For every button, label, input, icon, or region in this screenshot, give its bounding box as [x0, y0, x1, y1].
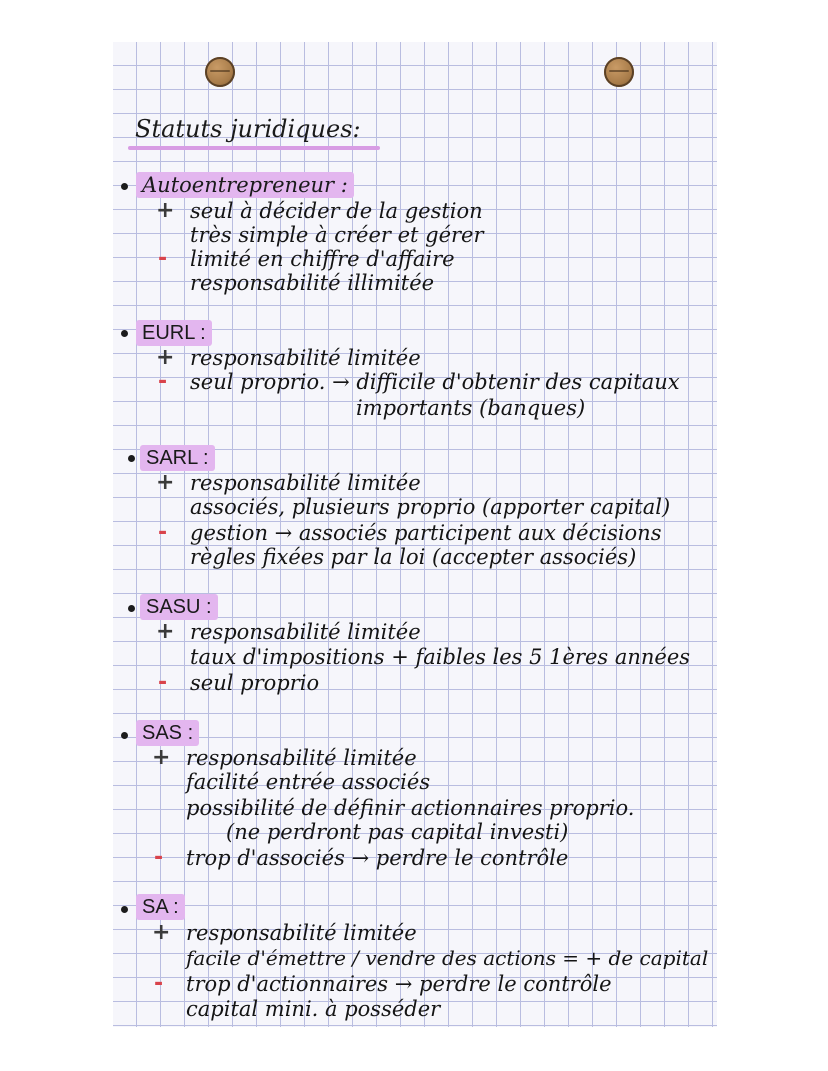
note-line: possibilité de définir actionnaires proprio. [186, 796, 635, 820]
plus-sign: + [156, 470, 175, 495]
section-bullet [121, 183, 128, 190]
minus-sign: - [154, 971, 164, 996]
note-line: responsabilité illimitée [190, 271, 435, 295]
section-heading-autoentrepreneur: Autoentrepreneur : [136, 172, 354, 198]
minus-sign: - [154, 845, 164, 870]
plus-sign: + [152, 920, 171, 945]
note-line: capital mini. à posséder [186, 997, 441, 1021]
note-line: gestion → associés participent aux décisions [190, 521, 662, 545]
minus-sign: - [158, 670, 168, 695]
section-bullet [128, 605, 135, 612]
note-line: responsabilité limitée [186, 921, 417, 945]
plus-sign: + [156, 345, 175, 370]
note-line: importants (banques) [356, 396, 586, 420]
binder-hole-left [205, 57, 235, 87]
note-line: responsabilité limitée [186, 746, 417, 770]
section-bullet [121, 732, 128, 739]
section-bullet [128, 455, 135, 462]
note-line: (ne perdront pas capital investi) [226, 820, 569, 844]
note-line: associés, plusieurs proprio (apporter capital) [190, 495, 671, 519]
section-heading-sa: SA : [136, 894, 185, 920]
section-heading-eurl: EURL : [136, 320, 212, 346]
minus-sign: - [158, 369, 168, 394]
note-line: trop d'actionnaires → perdre le contrôle [186, 972, 612, 996]
note-line: responsabilité limitée [190, 471, 421, 495]
note-line: seul à décider de la gestion [190, 199, 483, 223]
note-line: responsabilité limitée [190, 620, 421, 644]
plus-sign: + [156, 198, 175, 223]
section-heading-sas: SAS : [136, 720, 199, 746]
section-heading-sasu: SASU : [140, 594, 218, 620]
note-line: facilité entrée associés [186, 770, 431, 794]
note-line: règles fixées par la loi (accepter associés) [190, 545, 637, 569]
note-line: seul proprio. → difficile d'obtenir des capitaux [190, 370, 680, 394]
minus-sign: - [158, 246, 168, 271]
minus-sign: - [158, 520, 168, 545]
note-line: seul proprio [190, 671, 320, 695]
note-line: très simple à créer et gérer [190, 223, 484, 247]
section-bullet [121, 906, 128, 913]
note-line: facile d'émettre / vendre des actions = + de capital [186, 946, 709, 970]
plus-sign: + [156, 619, 175, 644]
section-heading-sarl: SARL : [140, 445, 215, 471]
note-line: responsabilité limitée [190, 346, 421, 370]
note-line: trop d'associés → perdre le contrôle [186, 846, 569, 870]
plus-sign: + [152, 745, 171, 770]
page-title: Statuts juridiques: [135, 115, 361, 143]
note-line: limité en chiffre d'affaire [190, 247, 455, 271]
section-bullet [121, 330, 128, 337]
binder-hole-right [604, 57, 634, 87]
title-underline [128, 146, 380, 150]
note-line: taux d'impositions + faibles les 5 1ères années [190, 645, 691, 669]
